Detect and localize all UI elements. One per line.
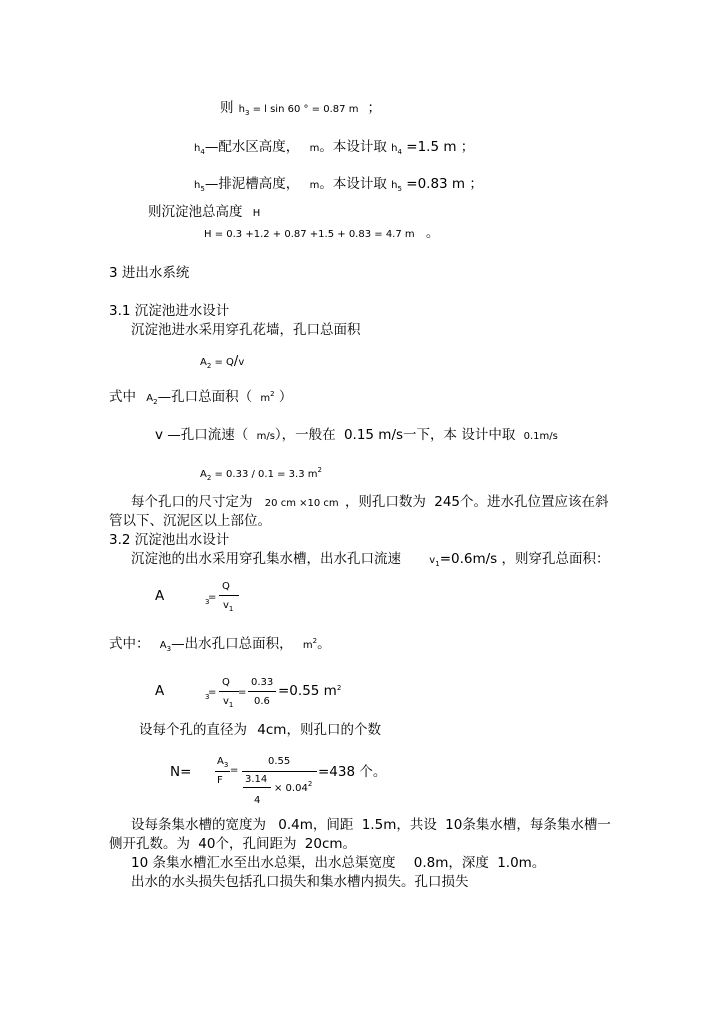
p1-line2: [109, 838, 356, 852]
h4-value: =1.5 m: [406, 139, 457, 155]
total-height-text: 则沉淀池总高度: [148, 204, 243, 220]
para-d-a: 设每个孔的直径为: [139, 722, 247, 738]
v-line-b: ），一般在: [274, 427, 336, 443]
p1-c: ，共设: [396, 817, 437, 833]
v-line-unit: m/s: [256, 431, 275, 442]
para-d-b: ，则孔口的个数: [286, 722, 381, 738]
f2-sub: 3: [205, 693, 210, 701]
h5-desc: —排泥槽高度，: [204, 176, 300, 192]
a2-calc-sup: 2: [317, 466, 322, 474]
h4-semicolon: ；: [460, 139, 475, 155]
s31-where-desc: —孔口总面积（: [157, 389, 253, 405]
h5-sub: 5: [200, 185, 205, 193]
s31-where-a: A: [146, 393, 154, 404]
h5-semicolon: ；: [469, 176, 483, 192]
h5-line: [194, 178, 483, 192]
section-3-heading: 3 进出水系统: [109, 265, 190, 281]
eq-h3-prefix: 则: [220, 100, 234, 116]
f1-num: Q: [222, 581, 230, 592]
f2-den1: [223, 697, 233, 707]
s32-where-label: 式中：: [109, 636, 150, 652]
p1-b: ，间距: [312, 817, 354, 833]
s32-where-line: [109, 638, 331, 652]
h5-value: =0.83 m: [406, 176, 466, 192]
f1-a: A: [155, 588, 165, 604]
n-num2: 0.55: [268, 756, 291, 767]
f2-den2: 0.6: [254, 696, 270, 707]
p1-g: 1.5m: [361, 817, 397, 833]
a2-formula-sub: 2: [206, 362, 212, 370]
f1-den-v: v: [223, 600, 229, 611]
a2-formula-a: A: [200, 357, 207, 368]
a2-formula: $A_2 = Q/v$: [200, 354, 245, 370]
s31-where-sup: 2: [270, 390, 275, 398]
p1-line2-a: 侧开孔数。为: [109, 836, 190, 852]
n-num: [217, 757, 228, 767]
eq-h3-semicolon: ；: [367, 100, 382, 116]
a2-formula-v: v: [238, 357, 245, 368]
h4-symbol-2: h: [391, 143, 398, 154]
h4-desc: —配水区高度，: [204, 139, 300, 155]
p1-line2-g: 20cm: [304, 836, 343, 852]
section-3-1-heading: 3.1 沉淀池进水设计: [109, 303, 230, 319]
n-num-sub: 3: [223, 761, 229, 769]
f2-fraction-bar-1: [219, 691, 239, 692]
p1-w: 0.4m: [278, 817, 313, 833]
p2-d: 1.0m: [497, 855, 532, 871]
n-fraction-bar-1: [215, 771, 230, 772]
v-line-val: 0.15 m/s: [343, 427, 404, 443]
s32-paragraph: [131, 553, 610, 567]
total-height-line: [148, 206, 260, 220]
s31-where-label: 式中: [109, 389, 136, 405]
p2-w: 0.8m: [413, 855, 449, 871]
s32-where-a: A: [159, 640, 167, 651]
s31-where-line: [109, 391, 292, 405]
s32-para-v: v: [429, 555, 436, 566]
f1-sub: 3: [205, 598, 210, 606]
h4-design: 。本设计取: [319, 139, 387, 155]
n-label: N=: [170, 764, 192, 780]
n-fraction-bar-2: [242, 771, 317, 772]
h5-symbol: h: [194, 180, 201, 191]
f2-sup: 2: [336, 684, 342, 692]
n-den-f: F: [217, 775, 223, 786]
a2-calc-rest: = 0.33 / 0.1 = 3.3 m: [211, 469, 318, 480]
total-height-formula-text: H = 0.3 +1.2 + 0.87 +1.5 + 0.83 = 4.7 m: [204, 229, 415, 240]
total-height-formula: [204, 227, 439, 241]
p2-end: 。: [531, 855, 546, 871]
s31-where-unit: m: [260, 393, 271, 404]
p1-d: 条集水槽，每条集水槽一: [462, 817, 611, 833]
f1-den: [223, 601, 233, 611]
s31-para2-line1: [131, 496, 609, 510]
s32-para-b: =0.6m/s ，则穿孔总面积：: [439, 551, 610, 567]
p2-line: [131, 857, 545, 871]
p2-a: 10 条集水槽汇水至出水总渠，出水总渠宽度: [131, 855, 396, 871]
h4-sub-2: 4: [397, 148, 402, 156]
f1-den-sub: 1: [228, 605, 234, 613]
f2-a: A: [155, 683, 165, 699]
s32-where-end: 。: [317, 636, 331, 652]
f2-eq2: =: [238, 687, 247, 698]
f1-eq: =: [208, 592, 217, 603]
para2-b: ，则孔口数为: [344, 494, 426, 510]
section-3-2-heading: 3.2 沉淀池出水设计: [109, 532, 230, 548]
p1-a: 设每条集水槽的宽度为: [131, 817, 266, 833]
p3-line: 出水的水头损失包括孔口损失和集水槽内损失。孔口损失: [131, 874, 469, 890]
s32-where-unit: m: [302, 640, 313, 651]
v-line-c: 一下，本 设计中取: [403, 427, 516, 443]
n-eq: =: [230, 765, 239, 776]
s32-diameter-line: [139, 724, 381, 738]
eq-h3-symbol: h: [238, 104, 245, 115]
f2-num2: 0.33: [251, 677, 274, 688]
para2-size: 20 cm ×10 cm: [264, 498, 339, 509]
f2-result: =0.55 m: [278, 683, 337, 699]
para-d-val: 4cm: [257, 722, 287, 738]
h5-unit: m: [309, 180, 320, 191]
para2-c: 个。进水孔位置应该在斜: [460, 494, 609, 510]
s31-where-close: ）: [278, 389, 293, 405]
n-den2-rest: × 0.04: [274, 783, 308, 794]
n-den2-frac-den: 4: [254, 795, 261, 806]
s31-where-sub: 2: [153, 398, 158, 406]
v-line-d: 0.1m/s: [523, 431, 558, 442]
h4-sub: 4: [200, 148, 205, 156]
f2-den1-v: v: [223, 696, 229, 707]
s32-para-a: 沉淀池的出水采用穿孔集水槽，出水孔口流速: [131, 551, 401, 567]
a2-formula-rest: = Q: [211, 357, 234, 368]
a2-calc: [200, 466, 322, 482]
p1-line2-b: 个，孔间距为: [215, 836, 297, 852]
s31-velocity-line: [155, 429, 558, 443]
s32-where-sup: 2: [312, 637, 318, 645]
total-height-end: 。: [425, 225, 440, 241]
v-line-a: v —孔口流速（: [155, 427, 249, 443]
s31-para2-line2: 管以下、沉泥区以上部位。: [109, 513, 271, 529]
f2-fraction-bar-2: [248, 691, 276, 692]
n-result: =438 个。: [318, 764, 387, 780]
p1-n: 10: [445, 817, 463, 833]
p2-b: ，深度: [448, 855, 489, 871]
eq-h3-sub: 3: [244, 109, 250, 117]
n-den2-rest-line: [274, 780, 313, 794]
n-num-a: A: [217, 756, 224, 767]
total-height-symbol: H: [252, 208, 261, 219]
f2-num1: Q: [222, 677, 230, 688]
h4-unit: m: [309, 143, 320, 154]
f2-eq1: =: [208, 687, 217, 698]
para2-count: 245: [434, 494, 461, 510]
s32-where-sub: 3: [166, 645, 172, 653]
h4-line: [194, 141, 474, 155]
n-den2-sup: 2: [307, 780, 313, 788]
eq-h3-formula: = l sin 60 ° = 0.87 m: [249, 104, 359, 115]
eq-h3-line: [220, 99, 381, 116]
para2-a: 每个孔口的尺寸定为: [131, 494, 253, 510]
p1-line2-end: 。: [342, 836, 357, 852]
s32-para-vsub: 1: [435, 560, 440, 568]
p1-line1: [131, 819, 611, 833]
h4-symbol: h: [194, 143, 201, 154]
f2-result-line: [278, 685, 341, 699]
n-fraction-bar-3: [243, 787, 271, 788]
s32-where-desc: —出水孔口总面积，: [171, 636, 293, 652]
a2-calc-a: A: [200, 469, 207, 480]
n-den2-frac-num: 3.14: [245, 774, 268, 785]
a2-calc-sub: 2: [206, 474, 212, 482]
f1-fraction-bar: [219, 595, 239, 596]
p1-line2-n: 40: [198, 836, 216, 852]
h5-sub-2: 5: [397, 185, 402, 193]
f2-den1-sub: 1: [228, 701, 234, 709]
s31-paragraph: 沉淀池进水采用穿孔花墙，孔口总面积: [131, 322, 361, 338]
h5-design: 。本设计取: [319, 176, 387, 192]
h5-symbol-2: h: [391, 180, 398, 191]
